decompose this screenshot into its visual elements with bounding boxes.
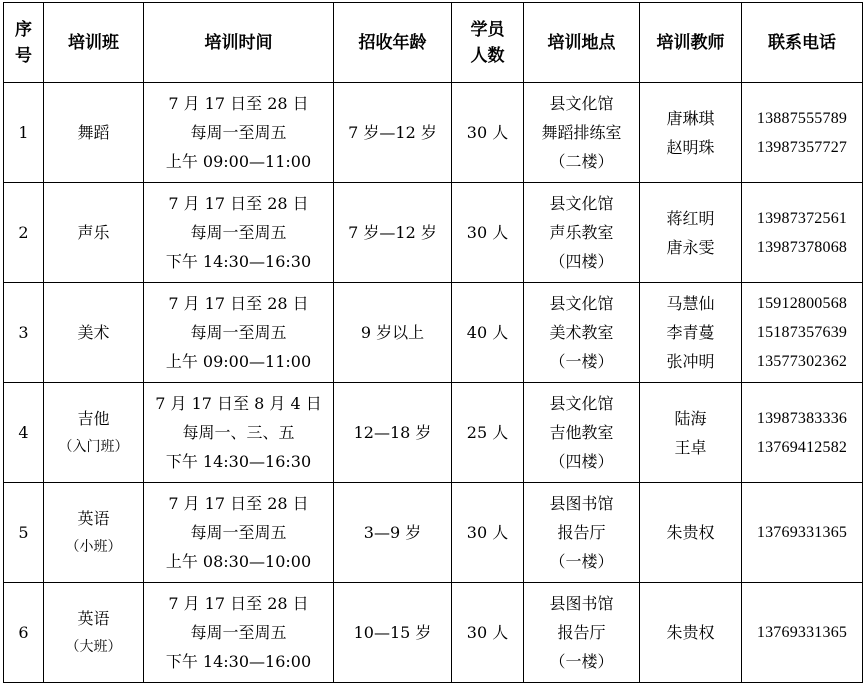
cell-age — [334, 383, 452, 483]
cell-no-line: 5 — [18, 523, 29, 542]
cell-age — [334, 583, 452, 683]
cell-class — [44, 483, 144, 583]
cell-time-line: 上午 09:00—11:00 — [165, 152, 312, 171]
cell-teacher — [640, 483, 742, 583]
header-place: 培训地点 — [524, 3, 640, 83]
cell-place-line: （一楼） — [549, 652, 614, 671]
cell-no-line: 2 — [18, 223, 29, 242]
cell-time-line: 7 月 17 日至 8 月 4 日 — [155, 394, 322, 413]
cell-no-line: 6 — [18, 623, 29, 642]
cell-phone-line: 15912800568 — [756, 295, 848, 312]
cell-class-line: 舞蹈 — [77, 123, 110, 142]
cell-time-line: 7 月 17 日至 28 日 — [168, 294, 309, 313]
cell-class — [44, 583, 144, 683]
cell-time-line: 下午 14:30—16:00 — [165, 652, 312, 671]
cell-time-line: 上午 08:30—10:00 — [165, 552, 312, 571]
cell-place — [524, 583, 640, 683]
cell-phone — [742, 283, 863, 383]
cell-no-line: 4 — [18, 423, 29, 442]
cell-class-line: （大班） — [65, 638, 122, 655]
header-count — [452, 3, 524, 83]
table-row — [4, 83, 863, 183]
cell-no-line: 1 — [18, 123, 29, 142]
table-row — [4, 483, 863, 583]
cell-place-line: 县图书馆 — [549, 494, 614, 513]
cell-count — [452, 383, 524, 483]
cell-no — [4, 583, 44, 683]
cell-count-line: 30 人 — [466, 223, 509, 242]
cell-time-line: 每周一至周五 — [190, 523, 287, 542]
cell-age-line: 7 岁—12 岁 — [348, 223, 437, 242]
cell-place-line: （一楼） — [549, 552, 614, 571]
cell-phone-line: 13887555789 — [756, 109, 848, 127]
cell-time-line: 每周一至周五 — [190, 623, 287, 642]
cell-class-line: 美术 — [77, 323, 110, 342]
cell-class-line: 英语 — [77, 608, 110, 628]
cell-phone-line: 13769331365 — [756, 624, 848, 641]
table-row — [4, 183, 863, 283]
cell-place — [524, 83, 640, 183]
cell-class — [44, 383, 144, 483]
cell-teacher-line: 赵明珠 — [666, 137, 715, 157]
cell-class-line: 声乐 — [77, 223, 110, 242]
cell-phone-line: 13769331365 — [756, 524, 848, 541]
cell-time — [144, 583, 334, 683]
table-row — [4, 583, 863, 683]
cell-teacher — [640, 83, 742, 183]
header-class: 培训班 — [44, 3, 144, 83]
header-time: 培训时间 — [144, 3, 334, 83]
cell-teacher-line: 王卓 — [674, 437, 707, 457]
cell-age-line: 3—9 岁 — [363, 523, 422, 542]
cell-teacher-line: 朱贵权 — [666, 623, 715, 642]
cell-teacher-line: 陆海 — [674, 408, 707, 428]
cell-count — [452, 583, 524, 683]
cell-phone-line: 13769412582 — [756, 438, 848, 456]
cell-place-line: （四楼） — [549, 452, 614, 471]
cell-time-line: 下午 14:30—16:30 — [165, 452, 312, 471]
cell-place-line: （二楼） — [549, 152, 614, 171]
cell-age — [334, 183, 452, 283]
cell-teacher-line: 蒋红明 — [666, 208, 715, 228]
cell-phone-line: 13987378068 — [756, 238, 848, 256]
cell-count-line: 40 人 — [466, 323, 509, 342]
cell-no-line: 3 — [18, 323, 29, 342]
cell-teacher-line: 马慧仙 — [666, 294, 715, 313]
cell-time-line: 7 月 17 日至 28 日 — [168, 594, 309, 613]
cell-phone-line: 13987372561 — [756, 209, 848, 227]
cell-time — [144, 483, 334, 583]
cell-teacher — [640, 183, 742, 283]
cell-teacher — [640, 383, 742, 483]
cell-time-line: 每周一至周五 — [190, 323, 287, 342]
cell-place-line: 美术教室 — [549, 323, 614, 342]
cell-count — [452, 483, 524, 583]
cell-time — [144, 283, 334, 383]
header-teacher: 培训教师 — [640, 3, 742, 83]
table-row — [4, 383, 863, 483]
cell-age-line: 7 岁—12 岁 — [348, 123, 437, 142]
cell-time-line: 7 月 17 日至 28 日 — [168, 494, 309, 513]
cell-no — [4, 383, 44, 483]
cell-place-line: 县图书馆 — [549, 594, 614, 613]
header-line: 号 — [15, 45, 32, 66]
cell-place-line: 报告厅 — [557, 523, 606, 542]
cell-place-line: 县文化馆 — [549, 194, 614, 213]
header-line: 人数 — [470, 45, 505, 66]
training-schedule-table — [3, 2, 863, 683]
cell-class-line: （入门班） — [58, 438, 129, 455]
header-line: 序 — [15, 19, 32, 40]
cell-class-line: 英语 — [77, 508, 110, 528]
cell-time-line: 上午 09:00—11:00 — [165, 352, 312, 371]
cell-place-line: 报告厅 — [557, 623, 606, 642]
cell-phone-line: 15187357639 — [756, 324, 848, 341]
cell-time — [144, 83, 334, 183]
cell-class — [44, 83, 144, 183]
cell-time-line: 7 月 17 日至 28 日 — [168, 194, 309, 213]
cell-count-line: 30 人 — [466, 523, 509, 542]
cell-class — [44, 183, 144, 283]
cell-place — [524, 383, 640, 483]
cell-count — [452, 283, 524, 383]
cell-no — [4, 483, 44, 583]
cell-place-line: （四楼） — [549, 252, 614, 271]
cell-teacher-line: 张冲明 — [666, 352, 715, 371]
cell-place-line: （一楼） — [549, 352, 614, 371]
cell-phone — [742, 583, 863, 683]
cell-count-line: 25 人 — [466, 423, 509, 442]
cell-phone-line: 13987383336 — [756, 409, 848, 427]
cell-class — [44, 283, 144, 383]
header-line: 学员 — [470, 19, 505, 40]
cell-place-line: 声乐教室 — [549, 223, 614, 242]
cell-time-line: 每周一、三、五 — [182, 423, 295, 442]
cell-age-line: 9 岁以上 — [360, 323, 425, 342]
cell-time-line: 下午 14:30—16:30 — [165, 252, 312, 271]
cell-count-line: 30 人 — [466, 623, 509, 642]
cell-teacher — [640, 283, 742, 383]
cell-place — [524, 483, 640, 583]
cell-count — [452, 83, 524, 183]
cell-phone — [742, 483, 863, 583]
cell-age-line: 10—15 岁 — [353, 623, 432, 642]
cell-no — [4, 83, 44, 183]
header-age: 招收年龄 — [334, 3, 452, 83]
cell-time-line: 每周一至周五 — [190, 123, 287, 142]
cell-time-line: 7 月 17 日至 28 日 — [168, 94, 309, 113]
cell-count — [452, 183, 524, 283]
header-row — [4, 3, 863, 83]
cell-phone-line: 13577302362 — [756, 353, 848, 370]
cell-teacher — [640, 583, 742, 683]
cell-no — [4, 283, 44, 383]
cell-place-line: 县文化馆 — [549, 394, 614, 413]
cell-age — [334, 483, 452, 583]
cell-age — [334, 283, 452, 383]
cell-teacher-line: 李青蔓 — [666, 323, 715, 342]
cell-phone-line: 13987357727 — [756, 138, 848, 156]
cell-time-line: 每周一至周五 — [190, 223, 287, 242]
cell-place-line: 舞蹈排练室 — [541, 123, 622, 142]
cell-class-line: 吉他 — [77, 408, 110, 428]
cell-class-line: （小班） — [65, 538, 122, 555]
table-row — [4, 283, 863, 383]
cell-place — [524, 283, 640, 383]
cell-phone — [742, 83, 863, 183]
cell-teacher-line: 唐琳琪 — [666, 108, 715, 128]
cell-place-line: 吉他教室 — [549, 423, 614, 442]
header-phone: 联系电话 — [742, 3, 863, 83]
cell-place — [524, 183, 640, 283]
cell-teacher-line: 朱贵权 — [666, 523, 715, 542]
cell-time — [144, 183, 334, 283]
cell-place-line: 县文化馆 — [549, 294, 614, 313]
cell-place-line: 县文化馆 — [549, 94, 614, 113]
cell-age-line: 12—18 岁 — [353, 423, 432, 442]
cell-count-line: 30 人 — [466, 123, 509, 142]
cell-teacher-line: 唐永雯 — [666, 237, 715, 257]
cell-phone — [742, 183, 863, 283]
cell-no — [4, 183, 44, 283]
cell-phone — [742, 383, 863, 483]
header-no — [4, 3, 44, 83]
cell-time — [144, 383, 334, 483]
cell-age — [334, 83, 452, 183]
